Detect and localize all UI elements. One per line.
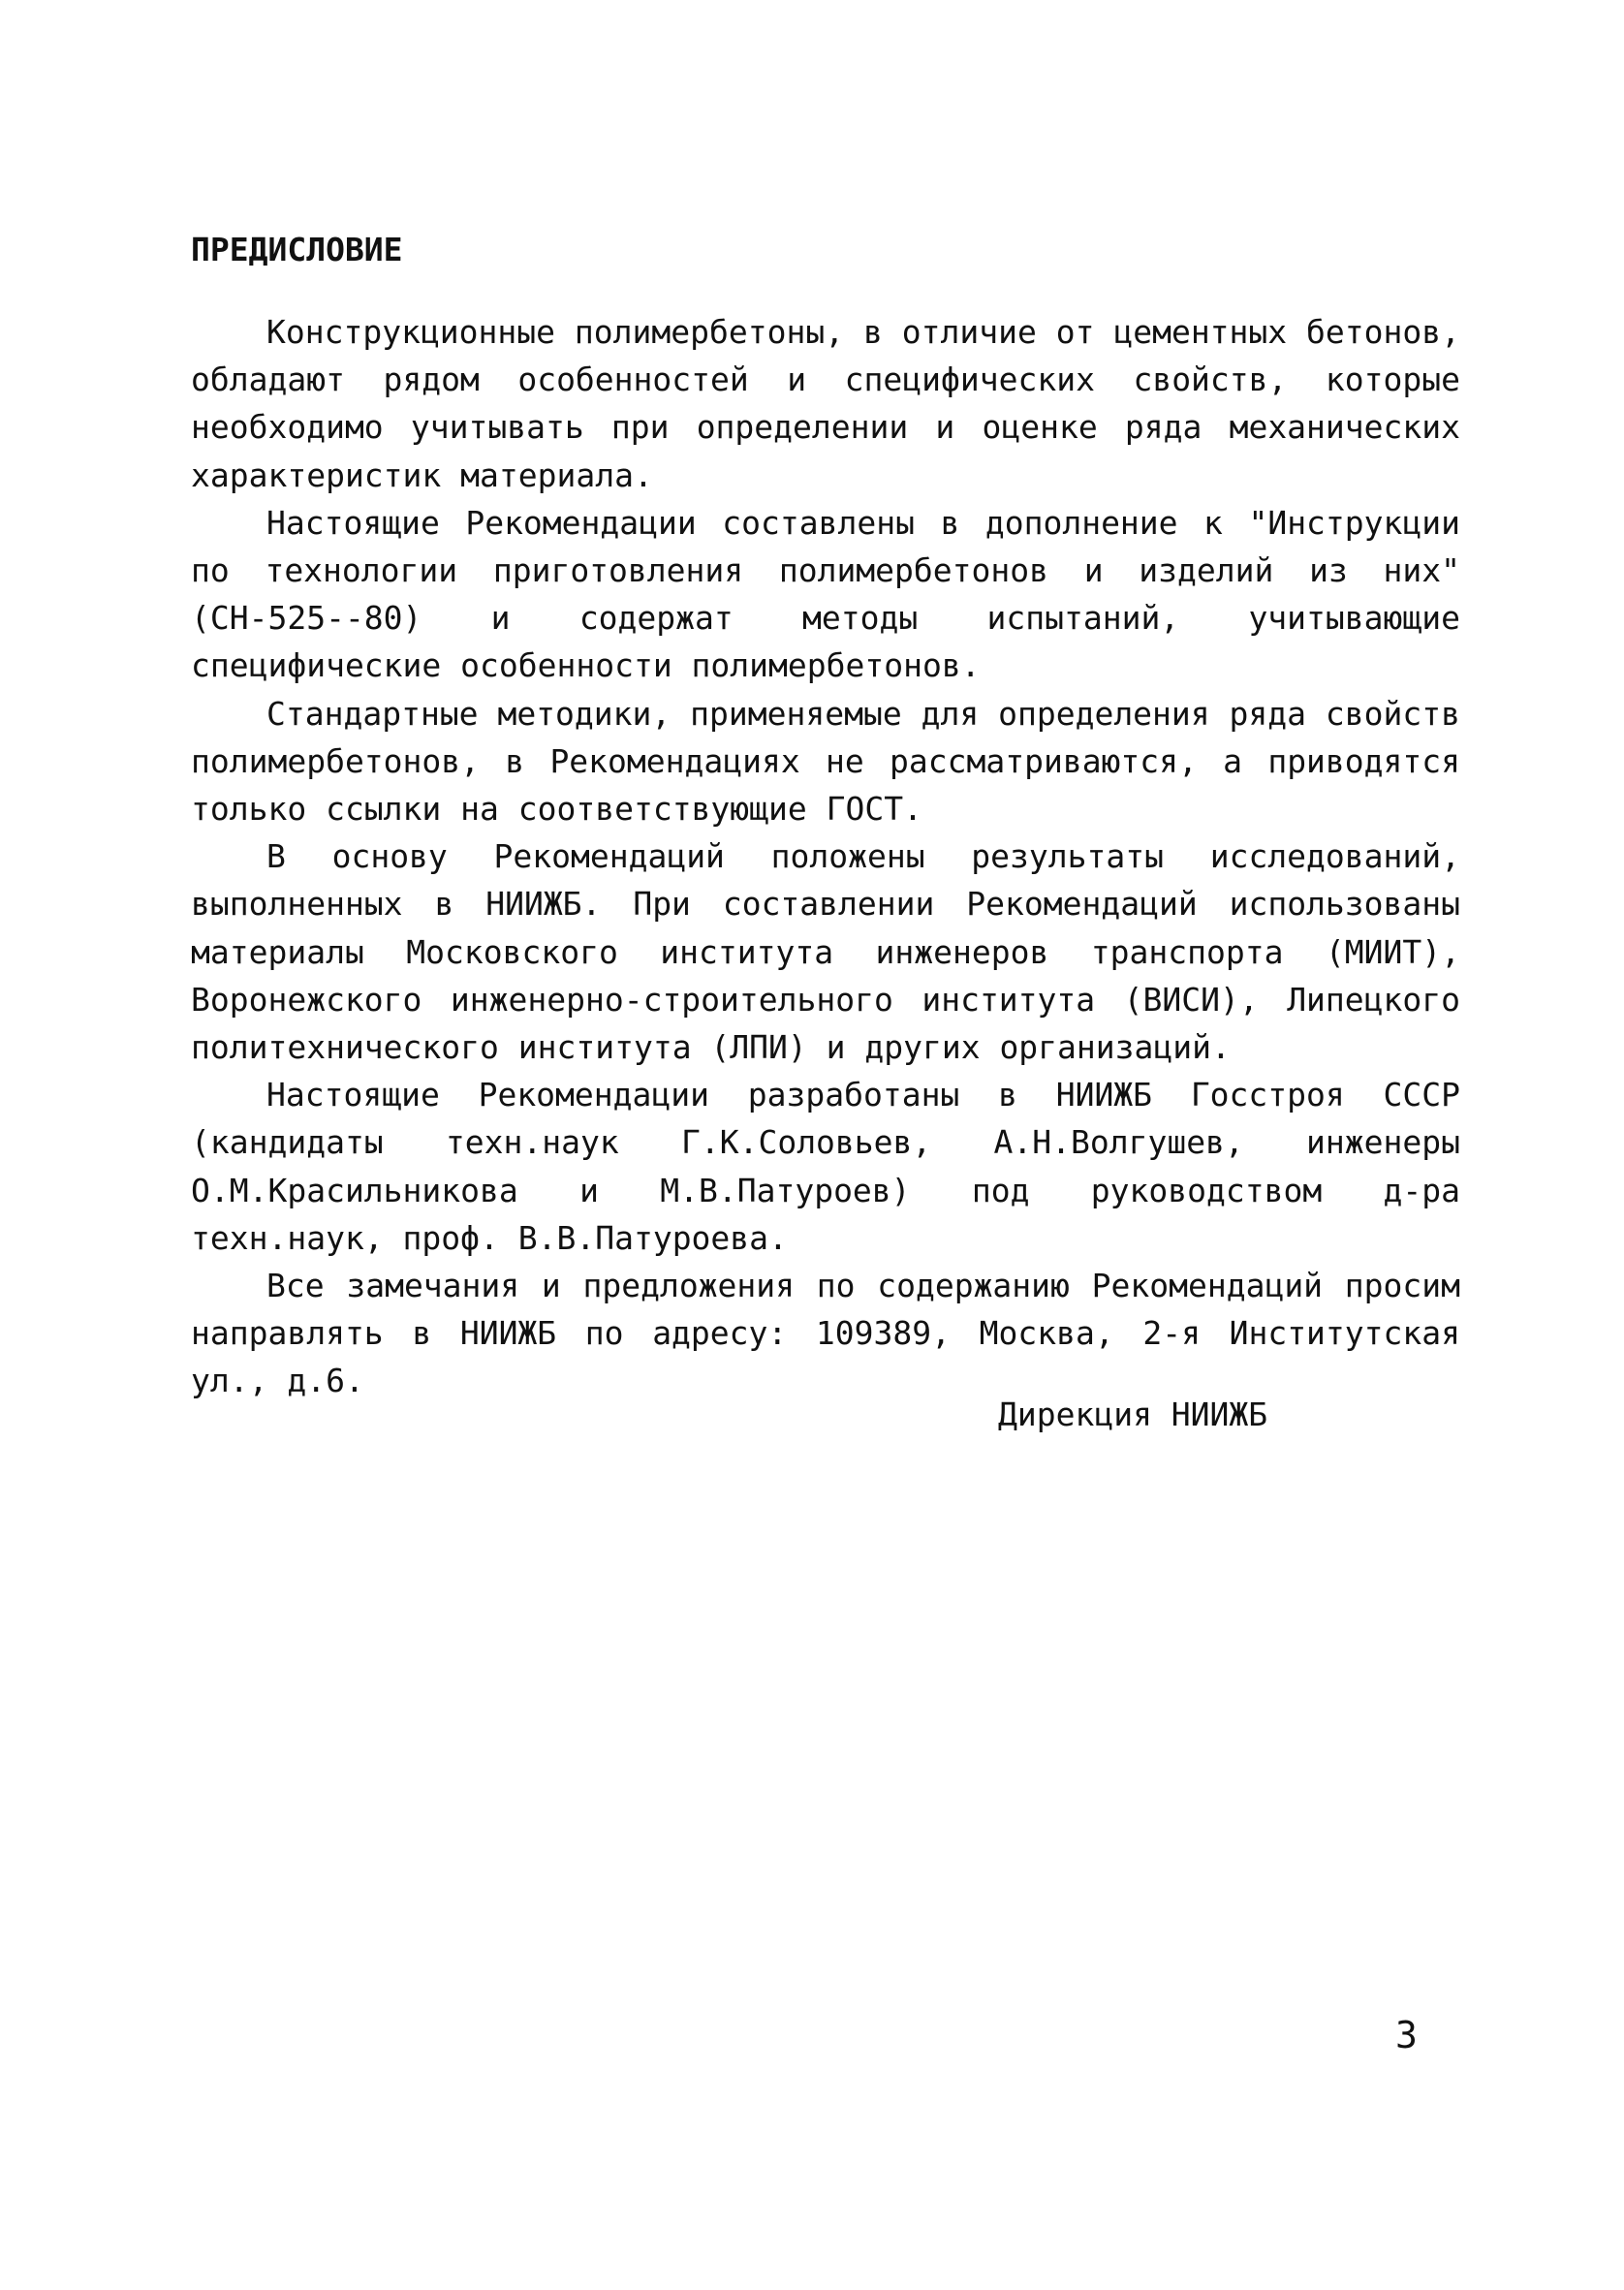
paragraph-3: Стандартные методики, применяемые для определения ряда свойств полимербетонов, в Рекомендациях не рассматриваются, а приводятся только ссылки на соответствующие ГОСТ. [191, 694, 1460, 829]
paragraph-5: Настоящие Рекомендации разработаны в НИИЖБ Госстроя СССР (кандидаты техн.наук Г.К.Соловьев, А.Н.Волгушев, инженеры О.М.Красильникова и М.В.Патуроев) под руководством д-ра техн.наук, проф. В.В.Патуроева. [191, 1076, 1460, 1257]
page-number: 3 [1395, 2014, 1418, 2056]
signature: Дирекция НИИЖБ [998, 1396, 1268, 1433]
paragraph-6: Все замечания и предложения по содержанию Рекомендаций просим направлять в НИИЖБ по адресу: 109389, Москва, 2-я Институтская ул., д.6. [191, 1267, 1460, 1400]
paragraph-1: Конструкционные полимербетоны, в отличие от цементных бетонов, обладают рядом особенностей и специфических свойств, которые необходимо учитывать при определении и оценке ряда механических характеристик материала. [191, 313, 1460, 494]
body-text [191, 308, 1460, 1405]
paragraph-2: Настоящие Рекомендации составлены в дополнение к "Инструкции по технологии приготовления полимербетонов и изделий из них" (СН-525--80) и содержат методы испытаний, учитывающие специфические особенности полимербетонов. [191, 503, 1460, 685]
paragraph-4: В основу Рекомендаций положены результаты исследований, выполненных в НИИЖБ. При составлении Рекомендаций использованы материалы Московского института инженеров транспорта (МИИТ), Воронежского инженерно-строительного института (ВИСИ), Липецкого политехнического института (ЛПИ) и других организаций. [191, 837, 1460, 1067]
page-title: ПРЕДИСЛОВИЕ [191, 231, 403, 268]
